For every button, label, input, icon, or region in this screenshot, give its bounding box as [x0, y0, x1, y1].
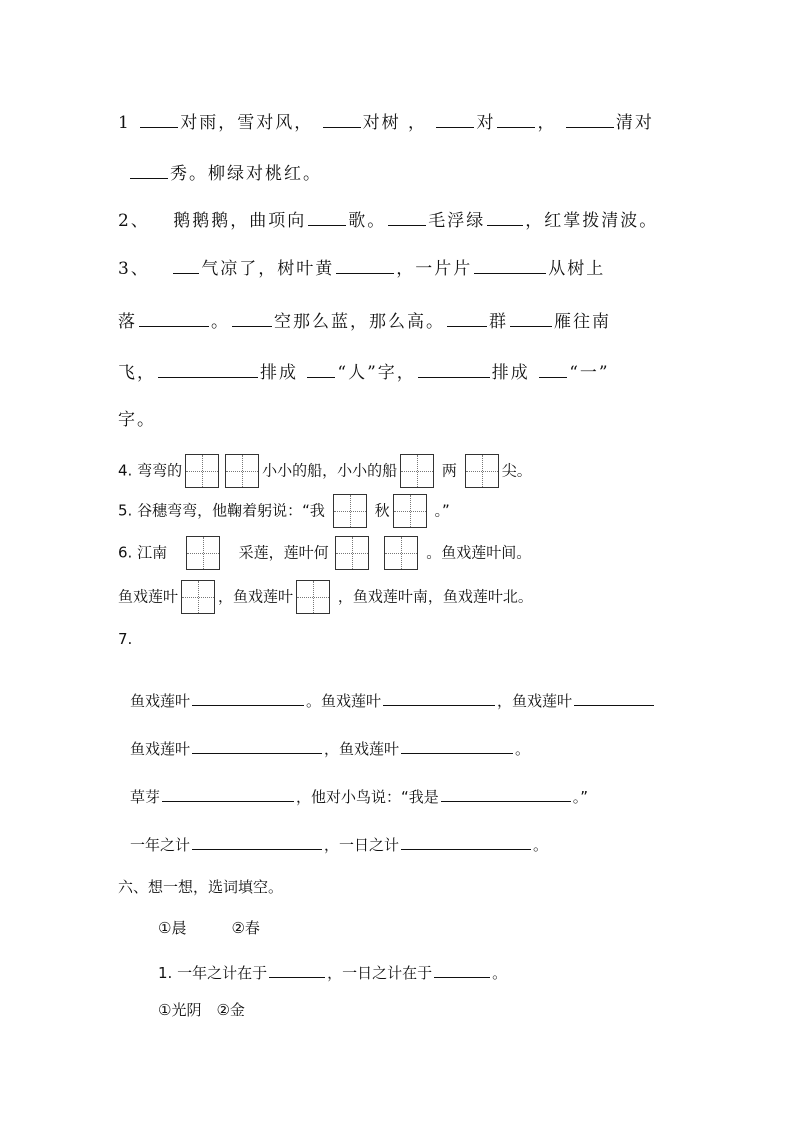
section-6-heading: 六、想一想，选词填空。	[118, 878, 284, 896]
q6-line-1: 6. 江南 采莲，莲叶何 。鱼戏莲叶间。	[118, 536, 531, 570]
blank[interactable]	[158, 362, 258, 378]
blank[interactable]	[539, 362, 567, 378]
blank[interactable]	[447, 311, 487, 327]
blank[interactable]	[269, 962, 325, 978]
blank[interactable]	[401, 738, 513, 754]
char-box[interactable]	[393, 494, 427, 528]
section-6-options-1: ①晨 ②春	[158, 919, 260, 937]
char-box[interactable]	[465, 454, 499, 488]
char-box[interactable]	[186, 536, 220, 570]
q1-line-2: 秀。柳绿对桃红。	[128, 163, 322, 183]
q1-number: 1	[118, 113, 131, 133]
q7-number: 7.	[118, 630, 133, 648]
char-box[interactable]	[400, 454, 434, 488]
blank[interactable]	[436, 112, 474, 128]
blank[interactable]	[323, 112, 361, 128]
blank[interactable]	[574, 690, 654, 706]
char-box[interactable]	[185, 454, 219, 488]
blank[interactable]	[418, 362, 490, 378]
blank[interactable]	[487, 210, 523, 226]
blank[interactable]	[307, 362, 335, 378]
blank[interactable]	[192, 834, 322, 850]
q7-line-2: 鱼戏莲叶 ，鱼戏莲叶 。	[130, 740, 531, 758]
q6-line-2: 鱼戏莲叶 ，鱼戏莲叶 ，鱼戏莲叶南，鱼戏莲叶北。	[118, 580, 533, 614]
q3-line-2: 落 。 空那么蓝，那么高。 群 雁往南	[118, 312, 611, 332]
blank[interactable]	[232, 311, 272, 327]
blank[interactable]	[130, 163, 168, 179]
q3-line-3: 飞， 排成 “人”字， 排成 “一”	[118, 363, 610, 383]
q5-line: 5. 谷穗弯弯，他鞠着躬说：“我 秋 。”	[118, 494, 450, 528]
blank[interactable]	[173, 258, 199, 274]
q3-number: 3、	[118, 259, 150, 279]
q4-line: 4. 弯弯的 小小的船，小小的船 两 尖。	[118, 454, 532, 488]
blank[interactable]	[474, 258, 546, 274]
blank[interactable]	[383, 690, 495, 706]
char-box[interactable]	[333, 494, 367, 528]
blank[interactable]	[401, 834, 531, 850]
char-box[interactable]	[296, 580, 330, 614]
q2-line: 2、 鹅鹅鹅，曲项向 歌。 毛浮绿 ，红掌拨清波。	[118, 211, 659, 231]
blank[interactable]	[336, 258, 394, 274]
section-6-options-2: ①光阴 ②金	[158, 1001, 245, 1019]
q1-line-1: 1 对雨，雪对风， 对树 ， 对 ， 清对	[118, 113, 654, 133]
blank[interactable]	[308, 210, 346, 226]
blank[interactable]	[192, 690, 304, 706]
q7-line-4: 一年之计 ，一日之计 。	[130, 836, 549, 854]
blank[interactable]	[510, 311, 552, 327]
q7-line-1: 鱼戏莲叶 。鱼戏莲叶 ，鱼戏莲叶	[130, 690, 656, 709]
blank[interactable]	[162, 786, 294, 802]
blank[interactable]	[497, 112, 535, 128]
blank[interactable]	[139, 311, 209, 327]
q3-line-1: 3、 气凉了，树叶黄 ，一片片 从树上	[118, 259, 606, 279]
blank[interactable]	[434, 962, 490, 978]
section-6-item-1: 1. 一年之计在于 ，一日之计在于 。	[158, 964, 508, 982]
blank[interactable]	[388, 210, 426, 226]
blank[interactable]	[192, 738, 322, 754]
q7-line-3: 草芽 ，他对小鸟说：“我是 。”	[130, 788, 589, 806]
blank[interactable]	[441, 786, 571, 802]
char-box[interactable]	[181, 580, 215, 614]
char-box[interactable]	[335, 536, 369, 570]
char-box[interactable]	[384, 536, 418, 570]
blank[interactable]	[140, 112, 178, 128]
q2-number: 2、	[118, 211, 150, 231]
char-box[interactable]	[225, 454, 259, 488]
q3-line-4: 字。	[118, 410, 156, 430]
blank[interactable]	[566, 112, 614, 128]
